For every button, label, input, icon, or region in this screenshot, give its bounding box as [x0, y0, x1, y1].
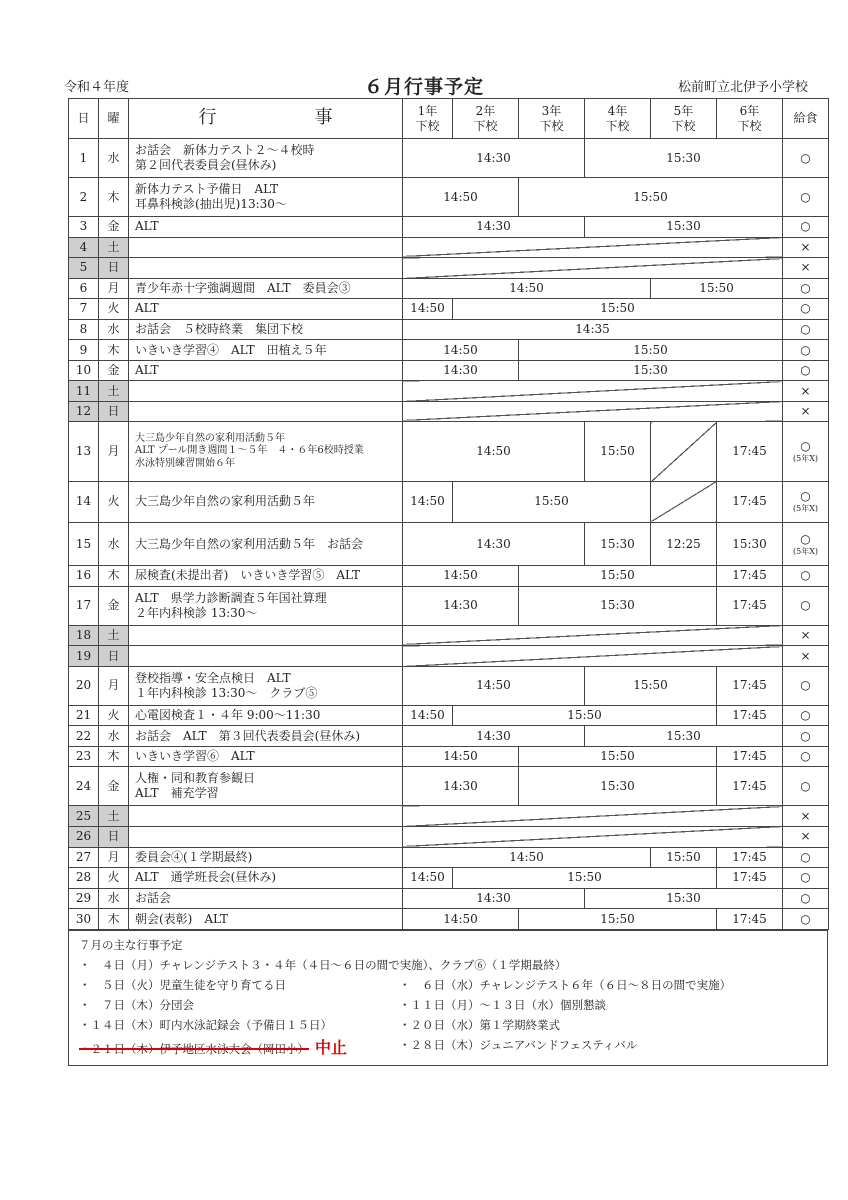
weekday-cell: 月 [99, 666, 129, 705]
dismissal-time-cell: 14:30 [403, 360, 519, 381]
lunch-cell [783, 868, 829, 889]
no-dismissal-cell [403, 237, 783, 258]
lunch-mark: ○ [800, 189, 811, 204]
schedule-row [69, 625, 829, 646]
events-cell [129, 401, 403, 422]
dismissal-time-cell: 17:45 [717, 746, 783, 767]
events-cell: お話会 [129, 888, 403, 909]
lunch-mark: × [800, 383, 811, 398]
schedule-row [69, 422, 829, 482]
lunch-mark: ○ [800, 568, 811, 583]
lunch-cell [783, 705, 829, 726]
events-cell [129, 806, 403, 827]
dismissal-time-cell: 17:45 [717, 586, 783, 625]
july-event-right: ・１１日（月）～１３日（水）個別懇談 [399, 998, 606, 1012]
lunch-cell [783, 481, 829, 522]
events-cell: 尿検査(未提出者) いきいき学習⑤ ALT [129, 566, 403, 587]
lunch-note: (5年X) [792, 546, 819, 556]
lunch-mark: × [800, 648, 811, 663]
no-dismissal-cell [403, 806, 783, 827]
dismissal-time-cell: 15:50 [453, 705, 717, 726]
schedule-row [69, 586, 829, 625]
july-event-left: ・ ４日（月）チャレンジテスト３・４年（４日～６日の間で実施）、クラブ⑥（１学期最終） [79, 958, 567, 972]
weekday-cell: 土 [99, 806, 129, 827]
events-cell: 新体力テスト予備日 ALT 耳鼻科検診(抽出児)13:30～ [129, 178, 403, 217]
lunch-mark: ○ [800, 150, 811, 165]
schedule-row [69, 868, 829, 889]
day-cell: 14 [69, 481, 99, 522]
dismissal-time-cell: 17:45 [717, 909, 783, 930]
lunch-mark: ○ [800, 849, 811, 864]
day-cell: 11 [69, 381, 99, 402]
dismissal-time-cell: 15:50 [585, 422, 651, 482]
dismissal-time-cell: 15:30 [585, 217, 783, 238]
schedule-row [69, 806, 829, 827]
dismissal-time-cell: 14:30 [403, 726, 585, 747]
day-cell: 25 [69, 806, 99, 827]
dismissal-time-cell: 15:30 [585, 523, 651, 566]
events-cell: 大三島少年自然の家利用活動５年 ALT プール開き週間１～５年 ４・６年6校時授業 水泳特別練習開始６年 [129, 422, 403, 482]
col-dow: 曜 [99, 99, 129, 139]
day-cell: 17 [69, 586, 99, 625]
cancelled-event-text: ・２１日（木）伊予地区水泳大会（岡田小） [79, 1042, 309, 1056]
day-cell: 30 [69, 909, 99, 930]
day-cell: 29 [69, 888, 99, 909]
lunch-mark: × [800, 239, 811, 254]
lunch-cell [783, 422, 829, 482]
schedule-row [69, 666, 829, 705]
lunch-mark: ○ [800, 728, 811, 743]
lunch-mark: ○ [800, 489, 811, 504]
events-cell: ALT 通学班長会(昼休み) [129, 868, 403, 889]
day-cell: 7 [69, 299, 99, 320]
dismissal-time-cell: 14:50 [403, 422, 585, 482]
dismissal-time-cell: 14:50 [403, 278, 651, 299]
schedule-row [69, 340, 829, 361]
day-cell: 8 [69, 319, 99, 340]
day-cell: 3 [69, 217, 99, 238]
dismissal-time-cell: 15:50 [519, 178, 783, 217]
day-cell: 4 [69, 237, 99, 258]
events-cell: お話会 ALT 第３回代表委員会(昼休み) [129, 726, 403, 747]
weekday-cell: 火 [99, 481, 129, 522]
lunch-note: (5年X) [792, 504, 819, 514]
dismissal-time-cell: 14:30 [403, 767, 519, 806]
lunch-mark: ○ [800, 870, 811, 885]
weekday-cell: 水 [99, 726, 129, 747]
dismissal-time-cell: 14:30 [403, 523, 585, 566]
events-cell: 大三島少年自然の家利用活動５年 お話会 [129, 523, 403, 566]
weekday-cell: 木 [99, 178, 129, 217]
day-cell: 23 [69, 746, 99, 767]
lunch-cell [783, 360, 829, 381]
day-cell: 16 [69, 566, 99, 587]
lunch-cell [783, 340, 829, 361]
schedule-row [69, 746, 829, 767]
weekday-cell: 木 [99, 746, 129, 767]
weekday-cell: 日 [99, 401, 129, 422]
events-cell [129, 237, 403, 258]
events-cell: いきいき学習④ ALT 田植え５年 [129, 340, 403, 361]
dismissal-time-cell: 17:45 [717, 666, 783, 705]
school-name: 松前町立北伊予小学校 [677, 80, 808, 95]
lunch-mark: × [800, 404, 811, 419]
schedule-row [69, 767, 829, 806]
col-grade6: 6年 下校 [717, 99, 783, 139]
day-cell: 28 [69, 868, 99, 889]
col-grade3: 3年 下校 [519, 99, 585, 139]
lunch-mark: ○ [800, 749, 811, 764]
dismissal-time-cell: 17:45 [717, 566, 783, 587]
dismissal-time-cell: 15:30 [519, 767, 717, 806]
day-cell: 2 [69, 178, 99, 217]
events-cell: 登校指導・安全点検日 ALT １年内科検診 13:30～ クラブ⑤ [129, 666, 403, 705]
lunch-mark: × [800, 260, 811, 275]
no-dismissal-cell [403, 258, 783, 279]
page-title: ６月行事予定 [363, 76, 484, 98]
no-dismissal-cell [403, 826, 783, 847]
weekday-cell: 木 [99, 909, 129, 930]
dismissal-time-cell: 15:50 [519, 746, 717, 767]
dismissal-time-cell: 17:45 [717, 847, 783, 868]
july-event-left: ・ ７日（木）分団会 [79, 998, 194, 1012]
dismissal-time-cell: 15:50 [453, 299, 783, 320]
dismissal-time-cell: 12:25 [651, 523, 717, 566]
lunch-cell [783, 217, 829, 238]
lunch-mark: ○ [800, 342, 811, 357]
dismissal-time-cell: 15:30 [519, 360, 783, 381]
col-grade4: 4年 下校 [585, 99, 651, 139]
lunch-cell [783, 666, 829, 705]
schedule-row [69, 299, 829, 320]
dismissal-time-cell: 17:45 [717, 481, 783, 522]
lunch-cell [783, 139, 829, 178]
events-cell [129, 625, 403, 646]
lunch-mark: ○ [800, 219, 811, 234]
events-cell: 心電図検査１・４年 9:00～11:30 [129, 705, 403, 726]
schedule-row [69, 319, 829, 340]
lunch-cell [783, 278, 829, 299]
events-cell: お話会 新体力テスト２～４校時 第２回代表委員会(昼休み) [129, 139, 403, 178]
lunch-mark: × [800, 808, 811, 823]
events-cell [129, 826, 403, 847]
lunch-cell [783, 381, 829, 402]
dismissal-time-cell: 17:45 [717, 868, 783, 889]
weekday-cell: 火 [99, 868, 129, 889]
lunch-mark: ○ [800, 280, 811, 295]
lunch-mark: ○ [800, 598, 811, 613]
schedule-row [69, 178, 829, 217]
col-lunch: 給食 [783, 99, 829, 139]
lunch-cell [783, 847, 829, 868]
events-cell: 人権・同和教育参観日 ALT 補充学習 [129, 767, 403, 806]
lunch-cell [783, 625, 829, 646]
lunch-cell [783, 909, 829, 930]
july-events-title: ７月の主な行事予定 [79, 938, 183, 952]
weekday-cell: 日 [99, 258, 129, 279]
weekday-cell: 金 [99, 586, 129, 625]
dismissal-time-cell: 14:30 [403, 217, 585, 238]
no-dismissal-cell [403, 646, 783, 667]
schedule-row [69, 401, 829, 422]
dismissal-time-cell: 15:30 [585, 888, 783, 909]
dismissal-time-cell: 17:45 [717, 705, 783, 726]
dismissal-time-cell: 14:50 [403, 666, 585, 705]
schedule-row [69, 258, 829, 279]
lunch-cell [783, 806, 829, 827]
events-cell: 朝会(表彰) ALT [129, 909, 403, 930]
weekday-cell: 火 [99, 299, 129, 320]
lunch-mark: ○ [800, 439, 811, 454]
day-cell: 22 [69, 726, 99, 747]
dismissal-time-cell: 15:30 [585, 139, 783, 178]
dismissal-time-cell: 15:50 [519, 566, 717, 587]
dismissal-time-cell: 14:30 [403, 139, 585, 178]
lunch-cell [783, 258, 829, 279]
july-event-right: ・２０日（水）第１学期終業式 [399, 1018, 560, 1032]
weekday-cell: 火 [99, 705, 129, 726]
day-cell: 19 [69, 646, 99, 667]
weekday-cell: 金 [99, 360, 129, 381]
day-cell: 24 [69, 767, 99, 806]
day-cell: 1 [69, 139, 99, 178]
weekday-cell: 月 [99, 422, 129, 482]
events-cell: ALT 県学力診断調査５年国社算理 ２年内科検診 13:30～ [129, 586, 403, 625]
weekday-cell: 水 [99, 888, 129, 909]
lunch-cell [783, 299, 829, 320]
schedule-row [69, 237, 829, 258]
lunch-mark: ○ [800, 890, 811, 905]
lunch-mark: ○ [800, 911, 811, 926]
lunch-cell [783, 586, 829, 625]
day-cell: 13 [69, 422, 99, 482]
schedule-row [69, 381, 829, 402]
no-dismissal-cell [651, 481, 717, 522]
lunch-mark: ○ [800, 531, 811, 546]
dismissal-time-cell: 17:45 [717, 422, 783, 482]
schedule-body [69, 139, 829, 930]
cancelled-mark: 中止 [315, 1038, 348, 1057]
no-dismissal-cell [403, 401, 783, 422]
day-cell: 26 [69, 826, 99, 847]
lunch-cell [783, 178, 829, 217]
day-cell: 20 [69, 666, 99, 705]
july-event-right: ・ ６日（水）チャレンジテスト６年（６日～８日の間で実施） [399, 978, 732, 992]
july-event-right: ・２８日（木）ジュニアバンドフェスティバル [399, 1038, 638, 1052]
no-dismissal-cell [403, 381, 783, 402]
day-cell: 15 [69, 523, 99, 566]
weekday-cell: 水 [99, 523, 129, 566]
events-cell: 大三島少年自然の家利用活動５年 [129, 481, 403, 522]
lunch-mark: ○ [800, 778, 811, 793]
dismissal-time-cell: 14:50 [403, 746, 519, 767]
lunch-cell [783, 237, 829, 258]
events-cell [129, 258, 403, 279]
weekday-cell: 土 [99, 625, 129, 646]
schedule-row [69, 909, 829, 930]
col-grade5: 5年 下校 [651, 99, 717, 139]
lunch-mark: ○ [800, 321, 811, 336]
day-cell: 27 [69, 847, 99, 868]
weekday-cell: 日 [99, 646, 129, 667]
events-cell [129, 381, 403, 402]
lunch-mark: ○ [800, 678, 811, 693]
events-cell: ALT [129, 360, 403, 381]
dismissal-time-cell: 15:50 [453, 481, 651, 522]
weekday-cell: 土 [99, 381, 129, 402]
schedule-row [69, 847, 829, 868]
dismissal-time-cell: 15:50 [651, 278, 783, 299]
dismissal-time-cell: 15:30 [519, 586, 717, 625]
dismissal-time-cell: 15:50 [651, 847, 717, 868]
july-events-box [68, 930, 828, 1066]
lunch-cell [783, 566, 829, 587]
schedule-row [69, 646, 829, 667]
dismissal-time-cell: 14:30 [403, 586, 519, 625]
weekday-cell: 木 [99, 566, 129, 587]
col-day: 日 [69, 99, 99, 139]
dismissal-time-cell: 15:30 [717, 523, 783, 566]
events-cell: お話会 ５校時終業 集団下校 [129, 319, 403, 340]
lunch-mark: ○ [800, 301, 811, 316]
weekday-cell: 月 [99, 278, 129, 299]
dismissal-time-cell: 14:50 [403, 566, 519, 587]
weekday-cell: 土 [99, 237, 129, 258]
events-cell: ALT [129, 217, 403, 238]
header-row [69, 99, 829, 139]
schedule-row [69, 566, 829, 587]
weekday-cell: 月 [99, 847, 129, 868]
day-cell: 21 [69, 705, 99, 726]
schedule-row [69, 888, 829, 909]
day-cell: 18 [69, 625, 99, 646]
dismissal-time-cell: 14:50 [403, 705, 453, 726]
day-cell: 10 [69, 360, 99, 381]
schedule-row [69, 826, 829, 847]
dismissal-time-cell: 14:35 [403, 319, 783, 340]
schedule-row [69, 523, 829, 566]
lunch-cell [783, 646, 829, 667]
dismissal-time-cell: 14:50 [403, 847, 651, 868]
dismissal-time-cell: 14:50 [403, 868, 453, 889]
events-cell: ALT [129, 299, 403, 320]
col-event: 行 事 [129, 99, 403, 139]
schedule-row [69, 217, 829, 238]
dismissal-time-cell: 14:50 [403, 481, 453, 522]
lunch-mark: × [800, 829, 811, 844]
day-cell: 5 [69, 258, 99, 279]
weekday-cell: 水 [99, 139, 129, 178]
weekday-cell: 金 [99, 217, 129, 238]
schedule-row [69, 481, 829, 522]
july-event-left: ・ ５日（火）児童生徒を守り育てる日 [79, 978, 286, 992]
dismissal-time-cell: 15:50 [453, 868, 717, 889]
dismissal-time-cell: 15:30 [585, 726, 783, 747]
fiscal-year-label: 令和４年度 [64, 80, 130, 95]
july-event-left: ・１４日（木）町内水泳記録会（予備日１５日） [79, 1018, 332, 1032]
dismissal-time-cell: 15:50 [519, 340, 783, 361]
dismissal-time-cell: 17:45 [717, 767, 783, 806]
dismissal-time-cell: 14:50 [403, 178, 519, 217]
july-event-cancelled [79, 1035, 347, 1058]
lunch-cell [783, 319, 829, 340]
day-cell: 9 [69, 340, 99, 361]
lunch-cell [783, 767, 829, 806]
col-grade1: 1年 下校 [403, 99, 453, 139]
weekday-cell: 水 [99, 319, 129, 340]
weekday-cell: 日 [99, 826, 129, 847]
dismissal-time-cell: 15:50 [585, 666, 717, 705]
col-grade2: 2年 下校 [453, 99, 519, 139]
weekday-cell: 木 [99, 340, 129, 361]
schedule-row [69, 278, 829, 299]
no-dismissal-cell [403, 625, 783, 646]
weekday-cell: 金 [99, 767, 129, 806]
lunch-mark: ○ [800, 363, 811, 378]
events-cell: 委員会④(１学期最終) [129, 847, 403, 868]
day-cell: 12 [69, 401, 99, 422]
day-cell: 6 [69, 278, 99, 299]
lunch-cell [783, 746, 829, 767]
dismissal-time-cell: 14:50 [403, 909, 519, 930]
no-dismissal-cell [651, 422, 717, 482]
dismissal-time-cell: 14:50 [403, 299, 453, 320]
lunch-cell [783, 888, 829, 909]
dismissal-time-cell: 14:30 [403, 888, 585, 909]
lunch-cell [783, 401, 829, 422]
events-cell: いきいき学習⑥ ALT [129, 746, 403, 767]
lunch-cell [783, 523, 829, 566]
schedule-row [69, 360, 829, 381]
dismissal-time-cell: 15:50 [519, 909, 717, 930]
lunch-cell [783, 826, 829, 847]
schedule-row [69, 726, 829, 747]
dismissal-time-cell: 14:50 [403, 340, 519, 361]
schedule-row [69, 139, 829, 178]
schedule-table [68, 98, 829, 930]
lunch-note: (5年X) [792, 454, 819, 464]
events-cell [129, 646, 403, 667]
lunch-mark: × [800, 628, 811, 642]
lunch-cell [783, 726, 829, 747]
schedule-row [69, 705, 829, 726]
lunch-mark: ○ [800, 708, 811, 723]
events-cell: 青少年赤十字強調週間 ALT 委員会③ [129, 278, 403, 299]
